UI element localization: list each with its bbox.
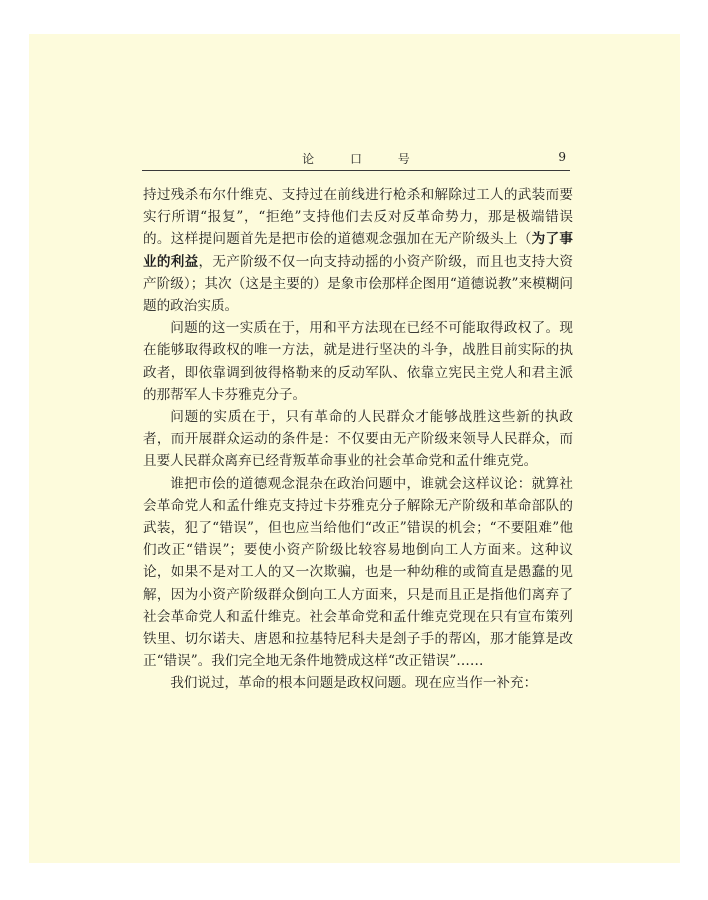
paragraph-2: 问题的这一实质在于，用和平方法现在已经不可能取得政权了。现在能够取得政权的唯一方法，就是进行坚决的斗争，战胜目前实际的执政者，即依靠调到彼得格勒来的反动军队、依靠立宪民主党人和君主派的那帮军人卡芬雅克分子。 bbox=[143, 320, 573, 403]
running-header bbox=[142, 148, 570, 171]
paragraph-1-emphasis: 为了事业的利益 bbox=[143, 231, 574, 270]
paragraph-1-text-before: 持过残杀布尔什维克、支持过在前线进行枪杀和解除过工人的武装而要实行所谓“报复”，“拒绝”支持他们去反对反革命势力，那是极端错误的。这样提问题首先是把市侩的道德观念强加在无产阶级头上（ bbox=[143, 187, 573, 248]
paragraph-5: 我们说过，革命的根本问题是政权问题。现在应当作一补充： bbox=[170, 675, 538, 692]
page-number: 9 bbox=[558, 150, 566, 164]
paragraph-1-text-after: ，无产阶级不仅一向支持动摇的小资产阶级，而且也支持大资产阶级）；其次（这是主要的）是象市侩那样企图用“道德说教”来模糊问题的政治实质。 bbox=[143, 253, 574, 315]
running-title: 论 口 号 bbox=[302, 152, 426, 166]
paragraph-3: 问题的实质在于，只有革命的人民群众才能够战胜这些新的执政者，而开展群众运动的条件是：不仅要由无产阶级来领导人民群众，而且要人民群众离弃已经背叛革命事业的社会革命党和孟什维克党。 bbox=[143, 409, 573, 470]
body-text bbox=[143, 184, 573, 695]
paragraph-1 bbox=[143, 184, 573, 317]
paragraph-4: 谁把市侩的道德观念混杂在政治问题中，谁就会这样议论：就算社会革命党人和孟什维克支持过卡芬雅克分子解除无产阶级和革命部队的武装，犯了“错误”，但也应当给他们“改正”错误的机会；“不要阻难”他们改正“错误”；要使小资产阶级比较容易地倒向工人方面来。这种议论，如果不是对工人的又一次欺骗，也是一种幼稚的或简直是愚蠢的见解，因为小资产阶级群众倒向工人方面来，只是而且正是指他们离弃了社会革命党人和孟什维克。社会革命党和孟什维克党现在只有宣布策列铁里、切尔诺夫、唐恩和拉基特尼科夫是刽子手的帮凶，那才能算是改正“错误”。我们完全地无条件地赞成这样“改正错误”…… bbox=[143, 475, 573, 670]
